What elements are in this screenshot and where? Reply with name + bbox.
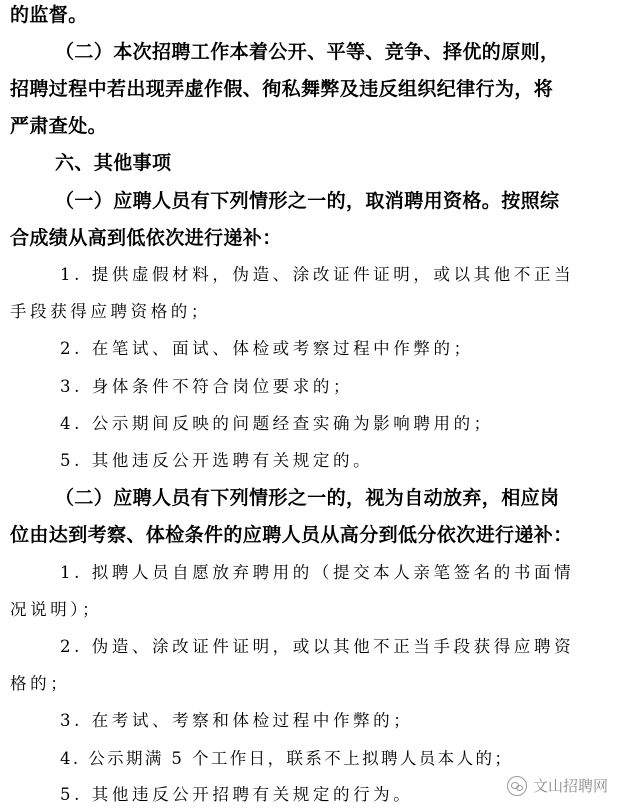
text-line-7: 合成绩从高到低依次进行递补： (10, 227, 282, 249)
list-item: 4. 公示期间反映的问题经查实确为影响聘用的； (60, 414, 494, 433)
text-line-3: 招聘过程中若出现弄虚作假、徇私舞弊及违反组织纪律行为，将 (10, 78, 554, 100)
list-item-continuation: 况说明）； (10, 600, 103, 619)
wechat-icon (507, 776, 527, 796)
list-item: 1. 拟聘人员自愿放弃聘用的（提交本人亲笔签名的书面情 (60, 563, 575, 582)
list-item: 5. 其他违反公开招聘有关规定的行为。 (60, 785, 414, 804)
list-item: 5. 其他违反公开选聘有关规定的。 (60, 451, 374, 470)
list-item: 2. 在笔试、面试、体检或考察过程中作弊的； (60, 339, 474, 358)
list-item: 1. 提供虚假材料，伪造、涂改证件证明，或以其他不正当 (60, 265, 575, 284)
text-line-15: 位由达到考察、体检条件的应聘人员从高分到低分依次进行递补： (10, 524, 573, 546)
list-item: 2. 伪造、涂改证件证明，或以其他不正当手段获得应聘资 (60, 637, 575, 656)
text-line-1: 的监督。 (10, 4, 88, 26)
list-item-continuation: 手段获得应聘资格的； (10, 302, 211, 321)
text-line-14: （二）应聘人员有下列情形之一的，视为自动放弃，相应岗 (55, 487, 560, 509)
list-item: 4. 公示期满 5 个工作日，联系不上拟聘人员本人的； (60, 749, 514, 768)
text-line-4: 严肃查处。 (10, 115, 108, 137)
watermark-text: 文山招聘网 (532, 777, 608, 795)
section-heading: 六、其他事项 (55, 152, 172, 174)
text-line-2: （二）本次招聘工作本着公开、平等、竞争、择优的原则， (55, 41, 560, 63)
list-item-continuation: 格的； (10, 674, 71, 693)
list-item: 3. 在考试、考察和体检过程中作弊的； (60, 711, 414, 730)
text-line-6: （一）应聘人员有下列情形之一的，取消聘用资格。按照综 (55, 190, 560, 212)
watermark (507, 775, 608, 796)
list-item: 3. 身体条件不符合岗位要求的； (60, 377, 354, 396)
